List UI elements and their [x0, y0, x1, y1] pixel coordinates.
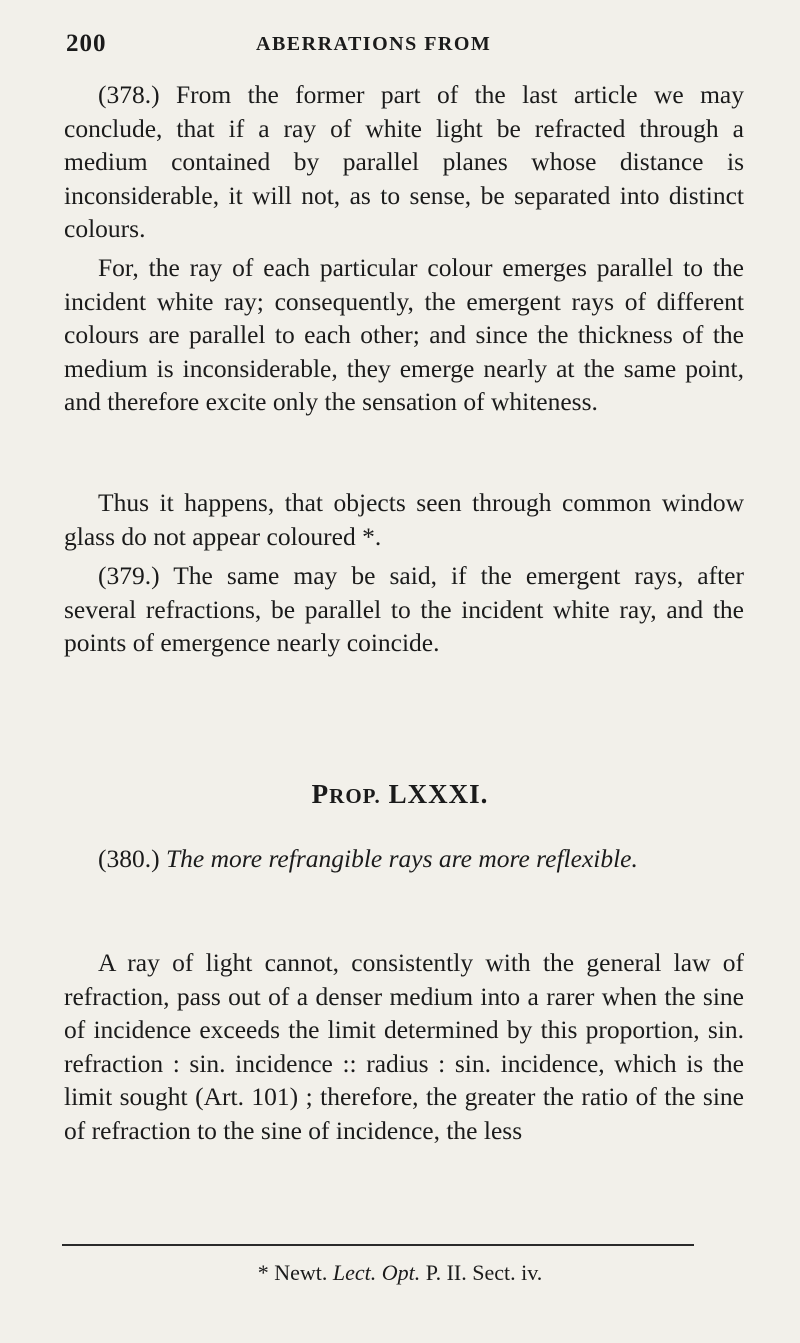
running-head: ABERRATIONS FROM: [256, 33, 492, 55]
paragraph-text: For, the ray of each particular colour emerges parallel to the incident white ray; consequently, the emergent rays of different colours are parallel to each other; and since the thickness of the medium is inconsiderable, they emerge nearly at the same point, and therefore excite only the sensation of whiteness.: [64, 253, 744, 417]
paragraph-demonstration: [64, 946, 744, 1148]
paragraph-text: (379.) The same may be said, if the emergent rays, after several refractions, be parallel to the incident white ray, and the points of emergence nearly coincide.: [64, 561, 744, 658]
footnote-marker: * Newt.: [257, 1260, 328, 1285]
paragraph-window-glass: [64, 486, 744, 553]
footnote-rule: [62, 1244, 694, 1246]
paragraph-text: (378.) From the former part of the last article we may conclude, that if a ray of white light be refracted through a medium contained by parallel planes whose distance is inconsiderable, it will not, as to sense, be separated into distinct colours.: [64, 80, 744, 244]
page-number: 200: [66, 30, 107, 57]
paragraph-text: Thus it happens, that objects seen through common window glass do not appear coloured *.: [64, 488, 744, 551]
prop-initial: P: [311, 779, 330, 809]
prop-number: LXXXI.: [388, 779, 489, 809]
proposition-statement: [64, 842, 744, 876]
prop-rest: ROP.: [329, 784, 381, 808]
page-header: [66, 30, 740, 66]
paragraph-colour-emerges: [64, 251, 744, 419]
paragraph-378: [64, 78, 744, 246]
paragraph-text: A ray of light cannot, consistently with the general law of refraction, pass out of a denser medium into a rarer when the sine of incidence exceeds the limit determined by this proportion, sin. refraction : sin. incidence :: radius : sin. incidence, which is the limit sought (Art. 101) ; therefore, the greater the ratio of the sine of refraction to the sine of incidence, the less: [64, 948, 744, 1145]
footnote-location: P. II. Sect. iv.: [425, 1260, 543, 1285]
footnote-work: Lect. Opt.: [332, 1260, 421, 1285]
article-number: (380.): [98, 844, 160, 873]
paragraph-380: [64, 842, 744, 876]
paragraph-379: [64, 559, 744, 660]
proposition-text: The more refrangible rays are more reflexible.: [165, 844, 638, 873]
proposition-heading: [0, 779, 800, 810]
footnote: [0, 1260, 800, 1286]
